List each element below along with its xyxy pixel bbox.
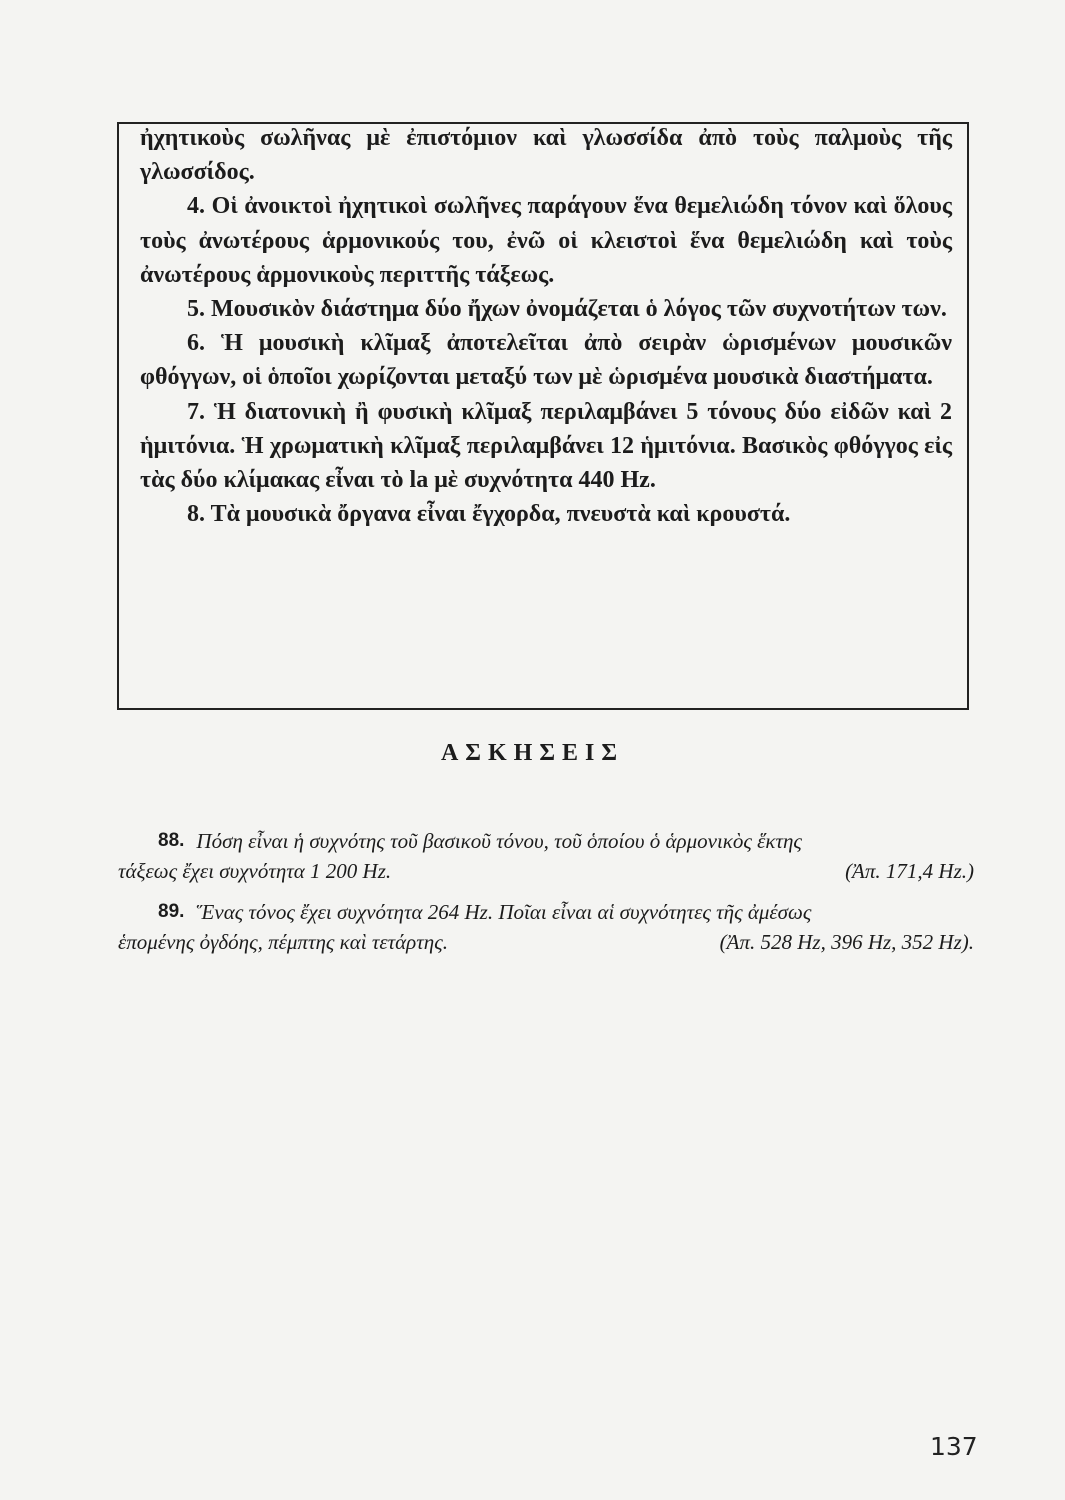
page-number: 137 xyxy=(930,1432,978,1461)
exercise-89-line-1 xyxy=(118,897,974,927)
exercise-88-number: 88. xyxy=(158,830,185,851)
exercise-89-answer: (Ἀπ. 528 Hz, 396 Hz, 352 Hz). xyxy=(719,930,974,954)
exercise-88-answer: (Ἀπ. 171,4 Hz.) xyxy=(845,859,974,883)
exercise-88-line-2 xyxy=(118,856,974,886)
exercise-89 xyxy=(118,897,974,957)
summary-item-8: 8. Τὰ μουσικὰ ὄργανα εἶναι ἔγχορδα, πνευστὰ καὶ κρουστά. xyxy=(187,501,791,528)
summary-item-4: 4. Οἱ ἀνοικτοὶ ἠχητικοὶ σωλῆνες παράγουν ἕνα θεμελιώδη τόνον καὶ ὅλους τοὺς ἀνωτέρους ἁρμονικούς του, ἐνῶ οἱ κλειστοὶ ἕνα θεμελιώδη καὶ τοὺς ἀνωτέρους ἁρμονικοὺς περιττῆς τάξεως. xyxy=(140,193,952,288)
summary-item-5: 5. Μουσικὸν διάστημα δύο ἤχων ὀνομάζεται ὁ λόγος τῶν συχνοτήτων των. xyxy=(187,296,947,323)
exercise-89-question-end: ἑπομένης ὀγδόης, πέμπτης καὶ τετάρτης. xyxy=(118,930,448,954)
summary-text xyxy=(140,121,952,531)
summary-paragraph-continued: ἠχητικοὺς σωλῆνας μὲ ἐπιστόμιον καὶ γλωσσίδα ἀπὸ τοὺς παλμοὺς τῆς γλωσσίδος. xyxy=(140,125,952,186)
exercise-88-question-start: Πόση εἶναι ἡ συχνότης τοῦ βασικοῦ τόνου, τοῦ ὁποίου ὁ ἁρμονικὸς ἕκτης xyxy=(196,829,802,853)
exercise-89-line-2 xyxy=(118,927,974,957)
exercise-88-question-end: τάξεως ἔχει συχνότητα 1 200 Hz. xyxy=(118,859,392,883)
summary-item-6: 6. Ἡ μουσικὴ κλῖμαξ ἀποτελεῖται ἀπὸ σειρὰν ὡρισμένων μουσικῶν φθόγγων, οἱ ὁποῖοι χωρίζονται μεταξύ των μὲ ὡρισμένα μουσικὰ διαστήματα. xyxy=(140,330,952,391)
exercise-89-number: 89. xyxy=(158,901,185,922)
exercises-heading: ΑΣΚΗΣΕΙΣ xyxy=(440,740,625,766)
exercise-88 xyxy=(118,826,974,886)
exercise-88-line-1 xyxy=(118,826,974,856)
exercise-89-question-start: Ἕνας τόνος ἔχει συχνότητα 264 Hz. Ποῖαι εἶναι αἱ συχνότητες τῆς ἀμέσως xyxy=(196,900,812,924)
summary-item-7: 7. Ἡ διατονικὴ ἢ φυσικὴ κλῖμαξ περιλαμβάνει 5 τόνους δύο εἰδῶν καὶ 2 ἡμιτόνια. Ἡ χρωματικὴ κλῖμαξ περιλαμβάνει 12 ἡμιτόνια. Βασικὸς φθόγγος εἰς τὰς δύο κλίμακας εἶναι τὸ la μὲ συχνότητα 440 Hz. xyxy=(140,398,952,494)
